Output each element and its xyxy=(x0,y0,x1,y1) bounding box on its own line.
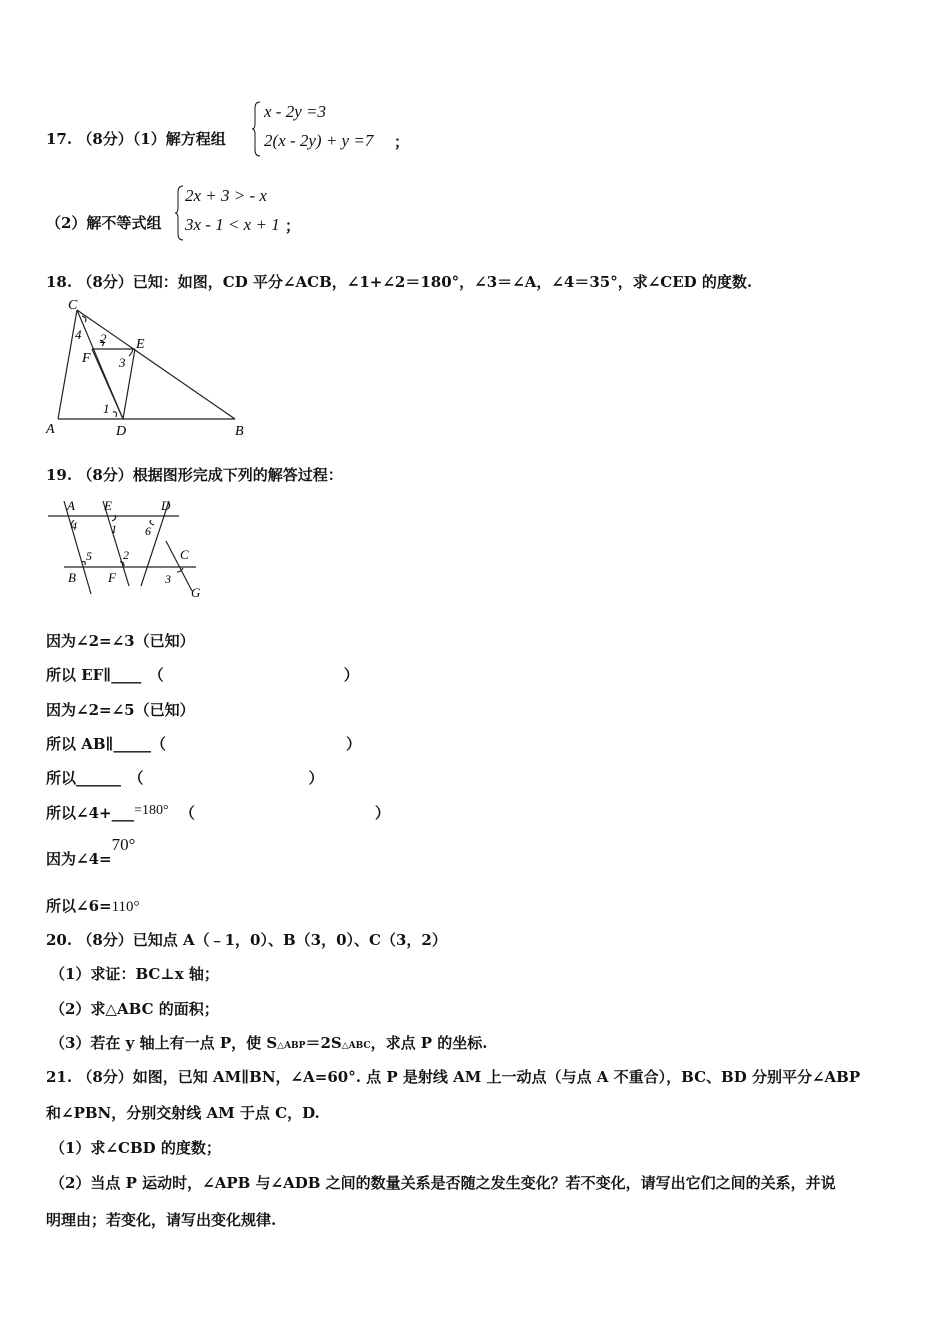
q17-eq2: 2(x - 2y) + y =7 xyxy=(264,131,374,150)
q17-part2-label: （2）解不等式组 xyxy=(46,214,162,232)
fig18-label-E: E xyxy=(136,337,145,352)
q19-line-7: 因为∠4=70° xyxy=(46,835,136,868)
fig19-label-F: F xyxy=(108,570,116,585)
fig18-label-C: C xyxy=(68,298,78,313)
q21-part2a: （2）当点 P 运动时，∠APB 与∠ADB 之间的数量关系是否随之发生变化？若不变化，请写出它们之间的关系，并说 xyxy=(50,1174,836,1192)
fig19-angle-3: 3 xyxy=(165,572,171,586)
q19-line-5: 所以______ （ ） xyxy=(46,769,324,787)
fig19-angle-2: 2 xyxy=(123,548,129,562)
fig18-angle-3: 3 xyxy=(119,355,126,370)
q19-line-3: 因为∠2=∠5（已知） xyxy=(46,701,195,719)
fig19-label-E: E xyxy=(104,498,112,513)
q19-parallel-lines-figure xyxy=(44,493,214,603)
fig18-label-F: F xyxy=(82,351,91,366)
q21-line1: 21. （8分）如图，已知 AM∥BN，∠A=60°. 点 P 是射线 AM 上一动点（与点 A 不重合），BC、BD 分别平分∠ABP xyxy=(46,1068,861,1086)
fig18-label-D: D xyxy=(116,424,127,439)
q19-line-8: 所以∠6=110° xyxy=(46,897,140,915)
fig19-label-G: G xyxy=(191,585,201,600)
q17-number: 17. （8分）（1）解方程组 xyxy=(46,130,226,148)
brace-icon xyxy=(175,184,185,242)
fig19-angle-6: 6 xyxy=(145,524,151,538)
q17-end2: ； xyxy=(285,217,301,235)
q17-ineq1: 2x + 3 > - x xyxy=(185,186,267,205)
fig18-label-A: A xyxy=(46,422,55,437)
q17-ineq2: 3x - 1 < x + 1 xyxy=(185,215,280,234)
q17-eq1: x - 2y =3 xyxy=(264,102,326,121)
q18-text: 18. （8分）已知：如图，CD 平分∠ACB，∠1+∠2＝180°，∠3＝∠A，∠4＝35°，求∠CED 的度数. xyxy=(46,273,753,291)
q19-line-6: 所以∠4+___=180° （ ） xyxy=(46,803,390,822)
q20-part2: （2）求△ABC 的面积； xyxy=(50,1000,219,1018)
q17-inequality-system xyxy=(175,184,305,244)
fig18-label-B: B xyxy=(235,424,244,439)
fig19-label-D: D xyxy=(161,498,171,513)
q17-equation-system xyxy=(252,100,412,160)
fig19-angle-1: 1 xyxy=(111,522,117,536)
q20-text: 20. （8分）已知点 A（﹣1，0）、B（3，0）、C（3，2） xyxy=(46,931,447,949)
q21-part1: （1）求∠CBD 的度数； xyxy=(50,1139,221,1157)
fig18-angle-4: 4 xyxy=(75,327,82,342)
q18-triangle-figure xyxy=(40,296,255,440)
q20-part1: （1）求证：BC⊥x 轴； xyxy=(50,965,219,983)
q19-line-2: 所以 EF∥____ （ ） xyxy=(46,666,359,684)
fig19-angle-4: 4 xyxy=(71,519,77,533)
q19-line-1: 因为∠2=∠3（已知） xyxy=(46,632,195,650)
fig19-label-C: C xyxy=(180,547,189,562)
q20-part3: （3）若在 y 轴上有一点 P，使 S△ABP＝2S△ABC，求点 P 的坐标. xyxy=(50,1034,488,1052)
brace-icon xyxy=(252,100,262,158)
fig19-angle-5: 5 xyxy=(86,549,92,563)
q21-line2: 和∠PBN，分别交射线 AM 于点 C，D. xyxy=(46,1104,320,1122)
fig19-label-B: B xyxy=(68,570,76,585)
q19-line-4: 所以 AB∥_____（ ） xyxy=(46,735,361,753)
fig18-angle-2: 2 xyxy=(100,331,107,346)
q17-end1: ； xyxy=(394,133,410,151)
q21-part2b: 明理由；若变化，请写出变化规律. xyxy=(46,1211,277,1229)
fig19-label-A: A xyxy=(67,498,75,513)
fig18-angle-1: 1 xyxy=(103,401,110,416)
q19-text: 19. （8分）根据图形完成下列的解答过程： xyxy=(46,466,343,484)
